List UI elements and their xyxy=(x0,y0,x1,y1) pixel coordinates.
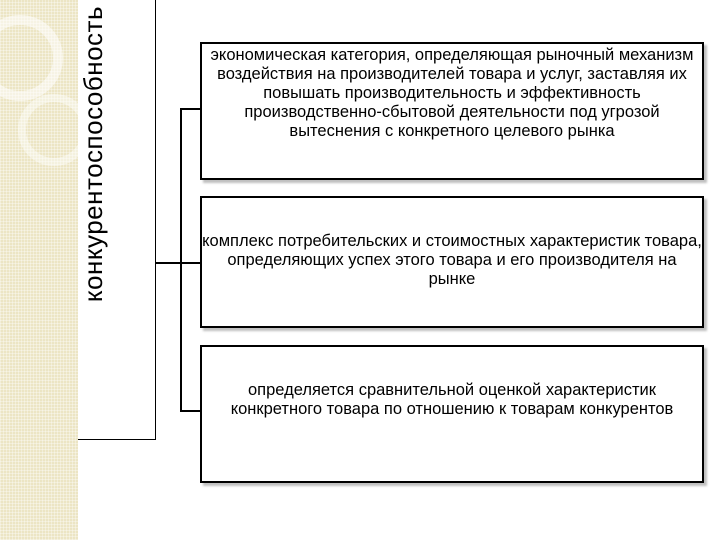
connector-branch-2 xyxy=(180,262,200,264)
concept-title: конкурентоспособность xyxy=(78,6,108,303)
definition-text-2: комплекс потребительских и стоимостных характеристик товара, определяющих успех этого товара и его производителя на рынке xyxy=(202,232,702,288)
definition-box-2 xyxy=(200,196,704,328)
connector-branch-1 xyxy=(180,108,200,110)
decorative-ornament xyxy=(0,0,78,540)
definition-box-1 xyxy=(200,42,704,180)
connector-title-link xyxy=(156,262,182,264)
definition-text-1: экономическая категория, определяющая рыночный механизм воздействия на производителей товара и услуг, заставляя их повышать производительность и эффективность производственно-сбытовой деятельности под угрозой вытеснения с конкретного целевого рынка xyxy=(210,46,694,140)
definition-box-3 xyxy=(200,345,704,483)
connector-branch-3 xyxy=(180,410,200,412)
definition-text-3: определяется сравнительной оценкой характеристик конкретного товара по отношению к товарам конкурентов xyxy=(230,381,674,418)
concept-title-box xyxy=(78,0,156,440)
connector-spine xyxy=(180,108,182,412)
